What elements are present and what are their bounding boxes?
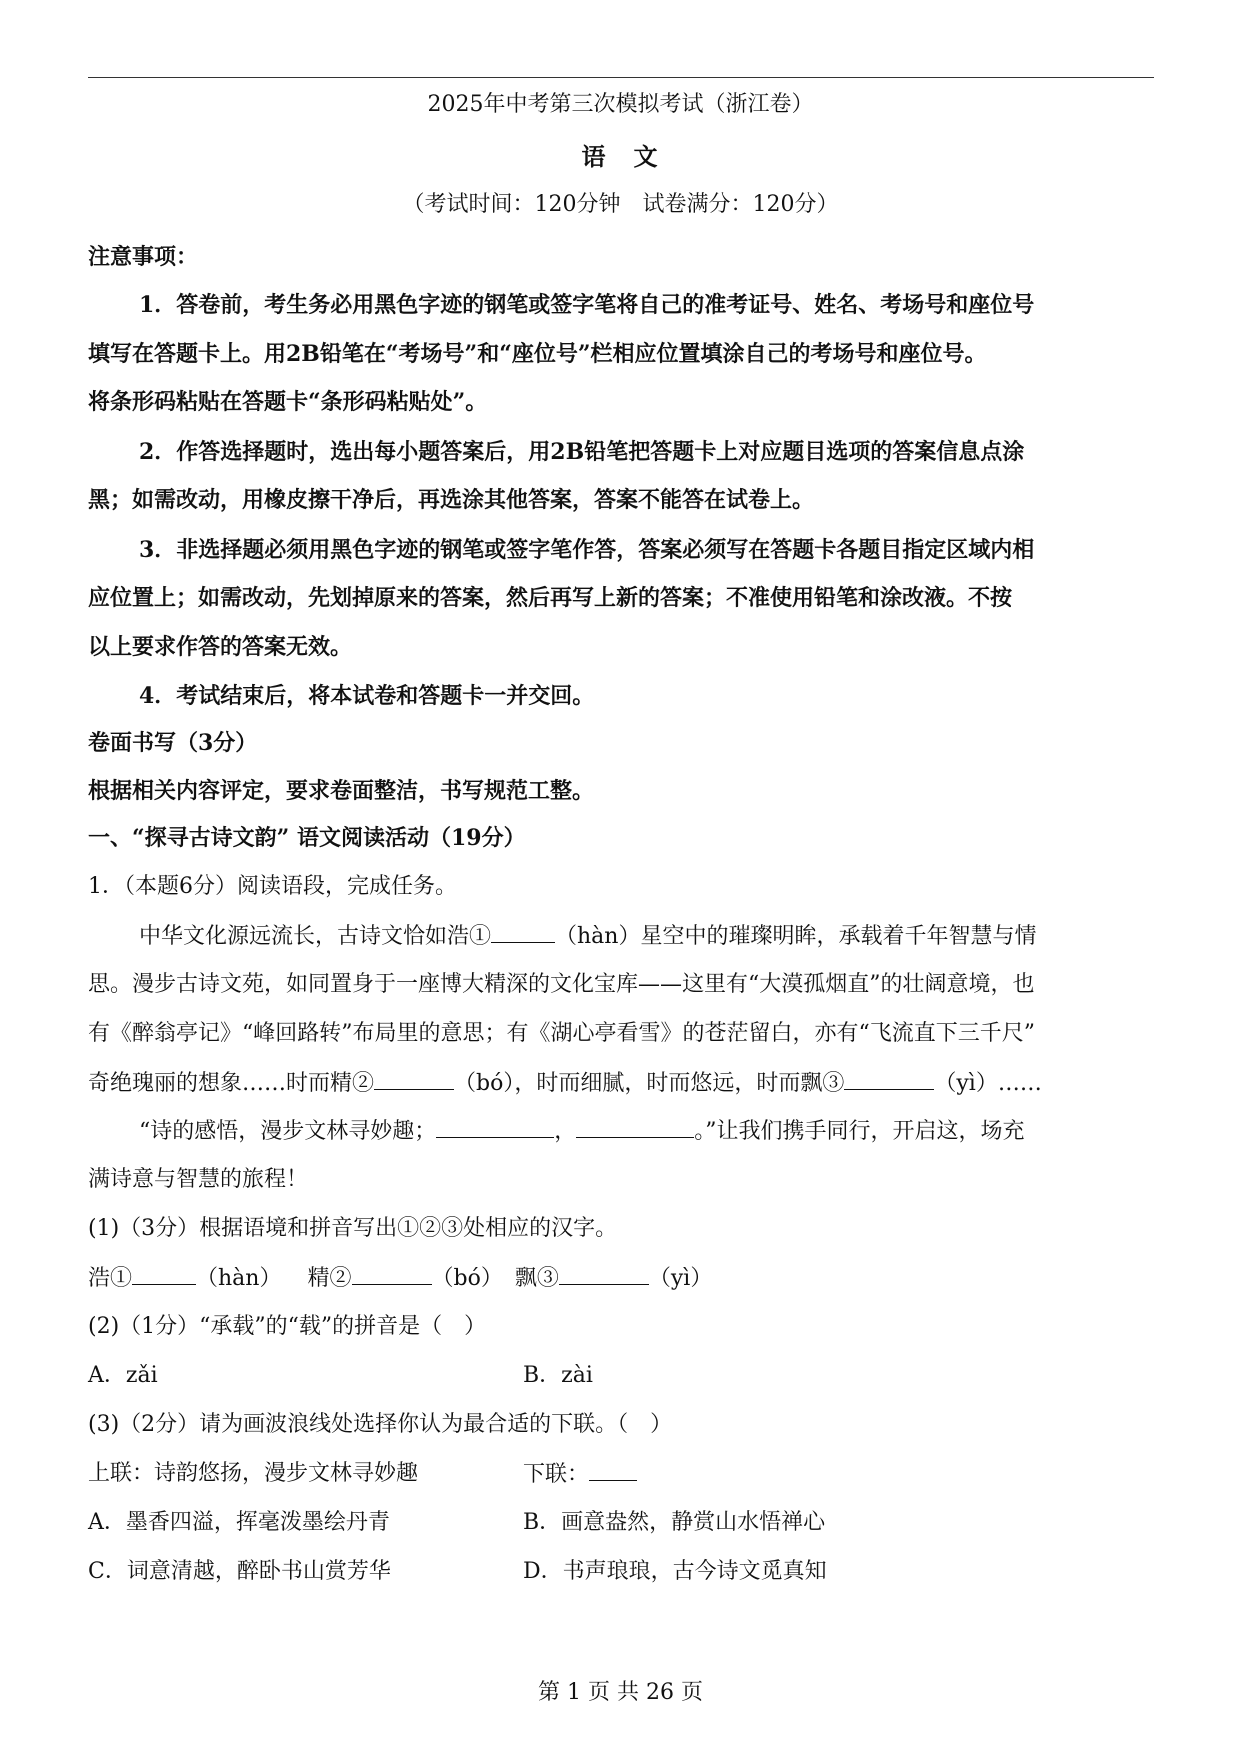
sub-question-2-options <box>88 1360 1155 1392</box>
couplet-line <box>88 1458 1155 1490</box>
passage-text: 中华文化源远流长，古诗文恰如浩① <box>139 924 492 949</box>
sub-question-3-options-row-2 <box>88 1556 1155 1588</box>
sub-question-1-prompt: (1)（3分）根据语境和拼音写出①②③处相应的汉字。 <box>88 1216 618 1241</box>
question-1-intro: 1．（本题6分）阅读语段，完成任务。 <box>88 874 457 899</box>
subject-title: 语 文 <box>581 142 660 171</box>
passage-line-1 <box>139 920 1155 953</box>
passage-line-6: 满诗意与智慧的旅程！ <box>88 1167 309 1192</box>
option-a[interactable]: A．墨香四溢，挥毫泼墨绘丹青 <box>88 1510 390 1535</box>
passage-text: 。”让我们携手同行，开启这，场充 <box>694 1119 1025 1144</box>
answer-label-3: 飘③ <box>514 1266 559 1291</box>
passage-text: （bó），时而细腻，时而悠远，时而飘③ <box>454 1071 845 1096</box>
passage-text: ， <box>554 1119 577 1144</box>
answer-blank-3[interactable] <box>559 1262 649 1285</box>
passage-line-2: 思。漫步古诗文苑，如同置身于一座博大精深的文化宝库——这里有“大漠孤烟直”的壮阔意境，也 <box>88 972 1035 997</box>
writing-body: 根据相关内容评定，要求卷面整洁，书写规范工整。 <box>88 778 595 804</box>
notice-item-2-line-1: 2．作答选择题时，选出每小题答案后，用2B铅笔把答题卡上对应题目选项的答案信息点涂 <box>139 439 1025 465</box>
passage-text: （hàn）星空中的璀璨明眸，承载着千年智慧与情 <box>555 924 1037 949</box>
option-b[interactable]: B．zài <box>523 1363 593 1388</box>
couplet-blank-lower[interactable] <box>576 1115 694 1138</box>
notice-item-2-line-2: 黑；如需改动，用橡皮擦干净后，再选涂其他答案，答案不能答在试卷上。 <box>88 487 815 513</box>
option-a[interactable]: A．zǎi <box>88 1363 158 1388</box>
answer-label-2: 精② <box>307 1266 352 1291</box>
passage-line-5 <box>139 1115 1155 1148</box>
notice-item-3-line-1: 3．非选择题必须用黑色字迹的钢笔或签字笔作答，答案必须写在答题卡各题目指定区域内相 <box>139 537 1035 563</box>
sub-question-1-answers <box>88 1262 1155 1295</box>
couplet-lower: 下联： <box>523 1458 637 1491</box>
sub-question-2-prompt: (2)（1分）“承载”的“载”的拼音是（ ） <box>88 1314 487 1339</box>
page-footer: 第 1 页 共 26 页 <box>538 1680 703 1705</box>
exam-title: 2025年中考第三次模拟考试（浙江卷） <box>427 92 814 117</box>
passage-line-4 <box>88 1067 1155 1100</box>
notice-item-1-line-1: 1．答卷前，考生务必用黑色字迹的钢笔或签字笔将自己的准考证号、姓名、考场号和座位号 <box>139 292 1035 318</box>
answer-pinyin-3: （yì） <box>648 1266 713 1291</box>
answer-blank-2[interactable] <box>352 1262 432 1285</box>
sub-question-3-prompt: (3)（2分）请为画波浪线处选择你认为最合适的下联。（ ） <box>88 1412 673 1437</box>
section-1-heading: 一、“探寻古诗文韵” 语文阅读活动（19分） <box>88 825 526 851</box>
couplet-upper: 上联：诗韵悠扬，漫步文林寻妙趣 <box>88 1461 419 1486</box>
notice-item-1-line-2: 填写在答题卡上。用2B铅笔在“考场号”和“座位号”栏相应位置填涂自己的考场号和座位号。 <box>88 341 987 367</box>
time-info: （考试时间：120分钟 试卷满分：120分） <box>402 192 839 217</box>
answer-pinyin-2: （bó） <box>431 1266 503 1291</box>
notice-heading: 注意事项： <box>88 244 199 270</box>
answer-blank-1[interactable] <box>132 1262 196 1285</box>
blank-2[interactable] <box>374 1067 454 1090</box>
blank-1[interactable] <box>491 920 555 943</box>
passage-text: 奇绝瑰丽的想象……时而精② <box>88 1071 375 1096</box>
notice-item-3-line-2: 应位置上；如需改动，先划掉原来的答案，然后再写上新的答案；不准使用铅笔和涂改液。不按 <box>88 585 1013 611</box>
option-b[interactable]: B．画意盎然，静赏山水悟禅心 <box>523 1510 826 1535</box>
option-d[interactable]: D．书声琅琅，古今诗文觅真知 <box>523 1559 827 1584</box>
top-rule <box>88 77 1154 78</box>
blank-3[interactable] <box>844 1067 934 1090</box>
writing-heading: 卷面书写（3分） <box>88 730 258 756</box>
couplet-lower-blank[interactable] <box>589 1458 637 1481</box>
notice-item-3-line-3: 以上要求作答的答案无效。 <box>88 634 353 660</box>
answer-label-1: 浩① <box>88 1266 133 1291</box>
option-c[interactable]: C．词意清越，醉卧书山赏芳华 <box>88 1559 391 1584</box>
couplet-blank-upper[interactable] <box>436 1115 554 1138</box>
notice-item-1-line-3: 将条形码粘贴在答题卡“条形码粘贴处”。 <box>88 389 488 415</box>
passage-text: “诗的感悟，漫步文林寻妙趣； <box>139 1119 437 1144</box>
passage-line-3: 有《醉翁亭记》“峰回路转”布局里的意思；有《湖心亭看雪》的苍茫留白，亦有“飞流直下三千尺” <box>88 1021 1035 1046</box>
answer-pinyin-1: （hàn） <box>196 1266 282 1291</box>
sub-question-3-options-row-1 <box>88 1507 1155 1539</box>
passage-text: （yì）…… <box>934 1071 1042 1096</box>
notice-item-4: 4．考试结束后，将本试卷和答题卡一并交回。 <box>139 683 595 709</box>
